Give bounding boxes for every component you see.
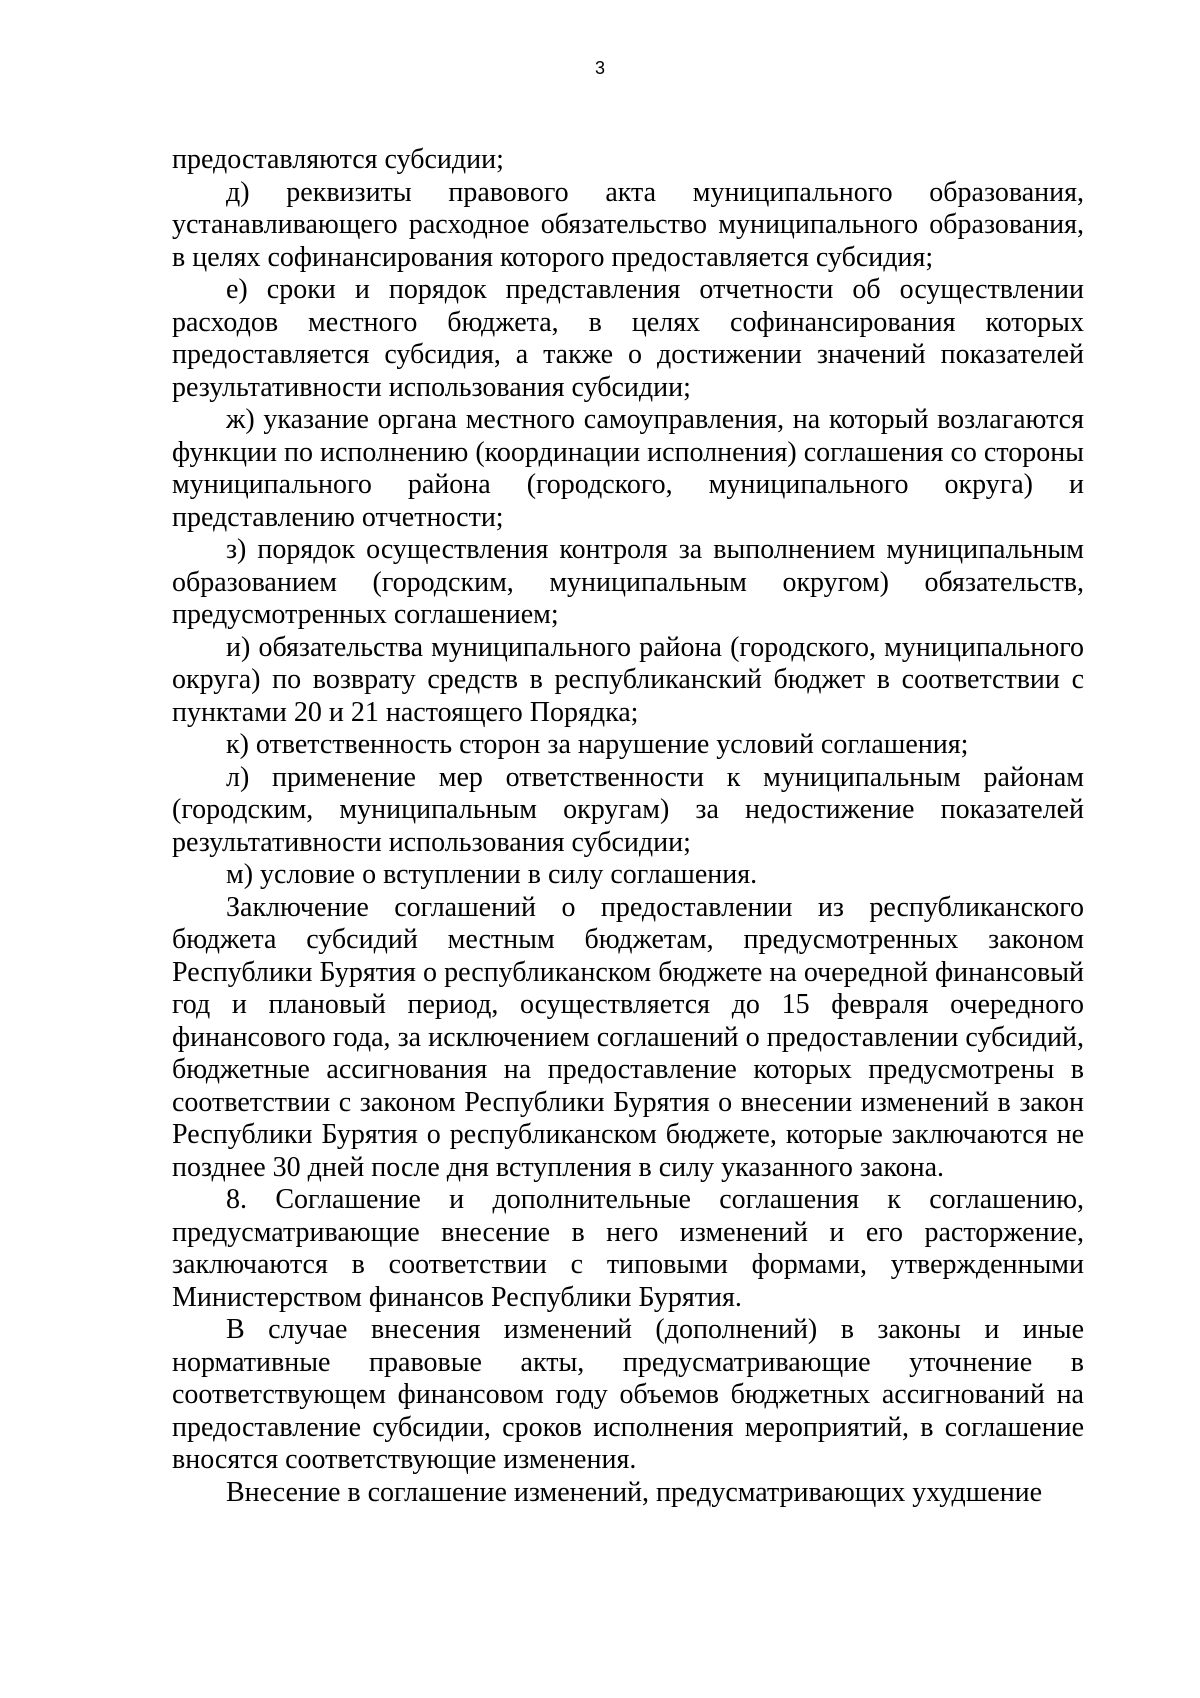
paragraph-amendments: В случае внесения изменений (дополнений) в законы и иные нормативные правовые акты, предусматривающие уточнение в соответствующем финансовом году объемов бюджетных ассигнований на предоставление субсидии, сроков исполнения мероприятий, в соглашение вносятся соответствующие изменения. bbox=[172, 1314, 1084, 1475]
paragraph-item-zh: ж) указание органа местного самоуправления, на который возлагаются функции по исполнению (координации исполнения) соглашения со стороны муниципального района (городского, муниципального округа) и представлению отчетности; bbox=[172, 404, 1084, 533]
page-number: 3 bbox=[594, 58, 605, 78]
paragraph-item-l: л) применение мер ответственности к муниципальным районам (городским, муниципальным округам) за недостижение показателей результативности использования субсидии; bbox=[172, 761, 1084, 858]
paragraph-item-m: м) условие о вступлении в силу соглашения. bbox=[226, 859, 758, 890]
paragraph-amendments-worsening: Внесение в соглашение изменений, предусматривающих ухудшение bbox=[226, 1476, 1043, 1508]
paragraph-item-z: з) порядок осуществления контроля за выполнением муниципальным образованием (городским, муниципальным округом) обязательств, предусмотренных соглашением; bbox=[172, 534, 1084, 630]
paragraph-item-i: и) обязательства муниципального района (городского, муниципального округа) по возврату средств в республиканский бюджет в соответствии с пунктами 20 и 21 настоящего Порядка; bbox=[172, 631, 1084, 728]
paragraph-continuation: предоставляются субсидии; bbox=[172, 144, 504, 175]
paragraph-section-8: 8. Соглашение и дополнительные соглашения к соглашению, предусматривающие внесение в него изменений и его расторжение, заключаются в соответствии с типовыми формами, утвержденными Министерством финансов Республики Бурятия. bbox=[172, 1184, 1084, 1313]
paragraph-agreements-deadline: Заключение соглашений о предоставлении из республиканского бюджета субсидий местным бюджетам, предусмотренных законом Республики Бурятия о республиканском бюджете на очередной финансовый год и плановый период, осуществляется до 15 февраля очередного финансового года, за исключением соглашений о предоставлении субсидий, бюджетные ассигнования на предоставление которых предусмотрены в соответствии с законом Республики Бурятия о внесении изменений в закон Республики Бурятия о республиканском бюджете, которые заключаются не позднее 30 дней после дня вступления в силу указанного закона. bbox=[172, 891, 1084, 1183]
paragraph-item-d: д) реквизиты правового акта муниципального образования, устанавливающего расходное обязательство муниципального образования, в целях софинансирования которого предоставляется субсидия; bbox=[172, 176, 1084, 273]
document-body bbox=[172, 144, 1084, 1509]
paragraph-item-e: е) сроки и порядок представления отчетности об осуществлении расходов местного бюджета, в целях софинансирования которых предоставляется субсидия, а также о достижении значений показателей результативности использования субсидии; bbox=[172, 274, 1084, 403]
paragraph-item-k: к) ответственность сторон за нарушение условий соглашения; bbox=[226, 729, 969, 760]
